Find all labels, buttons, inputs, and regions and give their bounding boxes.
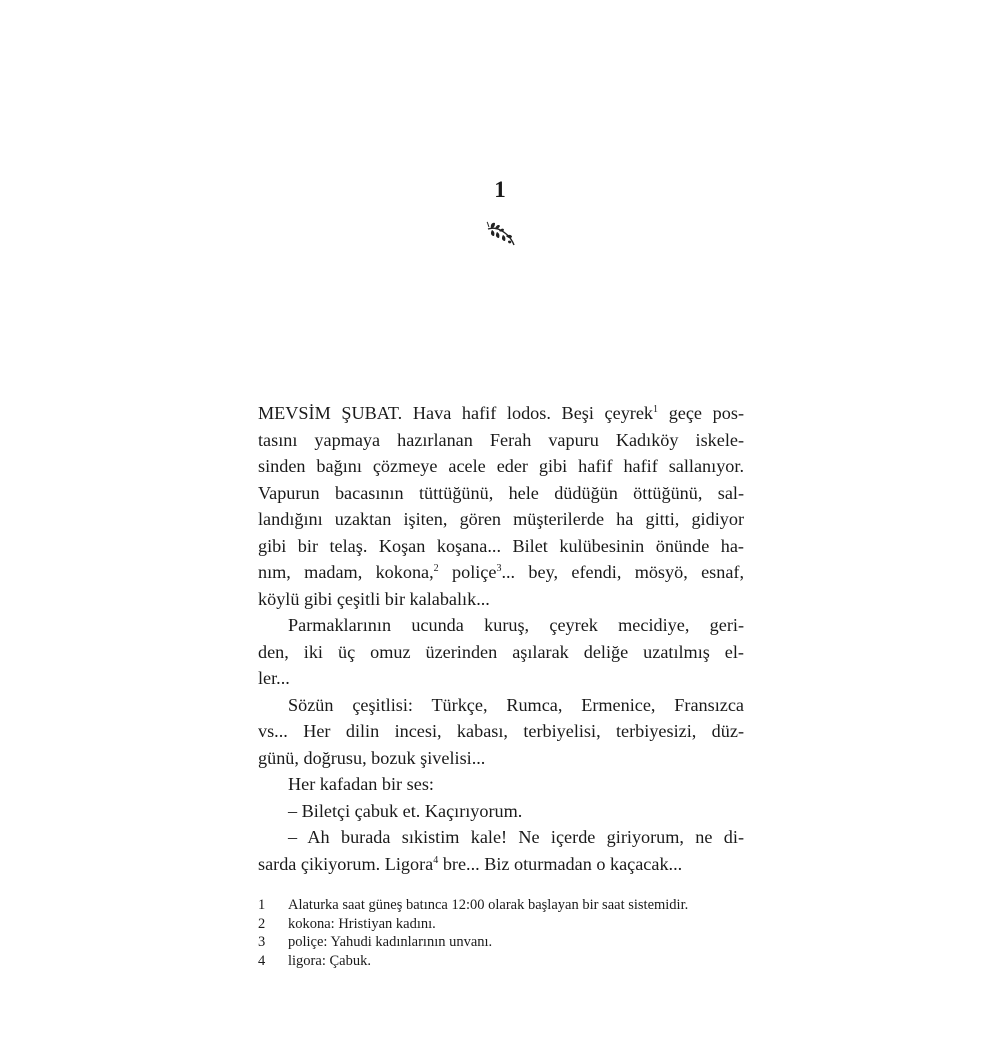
text-line: den, iki üç omuz üzerinden aşılarak deliğe uzatılmış el- <box>258 641 744 662</box>
text-line: sarda çikiyorum. Ligora$^4$ bre... Biz oturmadan o kaçacak... <box>258 853 683 874</box>
text-line: ler... <box>258 668 290 688</box>
paragraph <box>258 771 744 798</box>
footnote-marker: 4 <box>433 854 439 866</box>
footnote-number: 3 <box>258 934 266 950</box>
footnotes <box>258 896 758 970</box>
footnote-marker: 1 <box>653 404 659 415</box>
text-line: Parmaklarının ucunda kuruş, çeyrek mecidiye, geri- <box>288 615 744 635</box>
text-line: tasını yapmaya hazırlanan Ferah vapuru Kadıköy iskele- <box>258 429 744 450</box>
text-line: köylü gibi çeşitli bir kalabalık... <box>258 588 490 609</box>
chapter-number: 1 <box>494 177 506 202</box>
text-line: nım, madam, kokona,$^2$ poliçe$^3$... bey, efendi, mösyö, esnaf, <box>258 562 744 582</box>
text-line: landığını uzaktan işiten, gören müşterilerde ha gitti, gidiyor <box>258 509 744 529</box>
text-line: MEVSİM ŞUBAT. Hava hafif lodos. Beşi çeyrek$^1$ geçe pos- <box>258 403 744 423</box>
text-line: vs... Her dilin incesi, kabası, terbiyelisi, terbiyesizi, düz- <box>258 721 744 741</box>
text-line: Vapurun bacasının tüttüğünü, hele düdüğün öttüğünü, sal- <box>258 482 744 503</box>
paragraph <box>258 400 744 612</box>
text-line: Her kafadan bir ses: <box>288 774 434 794</box>
footnote-text: poliçe: Yahudi kadınlarının unvanı. <box>288 934 493 950</box>
footnote-text: Alaturka saat güneş batınca 12:00 olarak başlayan bir saat sistemidir. <box>288 897 689 913</box>
footnote-marker: 3 <box>496 563 502 574</box>
text-line: – Biletçi çabuk et. Kaçırıyorum. <box>288 800 523 821</box>
body-text <box>258 400 744 877</box>
footnote <box>258 933 758 952</box>
footnote-marker: 2 <box>433 563 439 574</box>
floral-ornament-icon <box>486 220 516 248</box>
paragraph <box>258 612 744 692</box>
paragraph <box>258 798 744 825</box>
paragraph <box>258 692 744 772</box>
text-line: sinden bağını çözmeye acele eder gibi hafif hafif sallanıyor. <box>258 456 744 476</box>
footnote-number: 4 <box>258 952 266 969</box>
footnote <box>258 952 758 971</box>
footnote-number: 1 <box>258 897 266 913</box>
footnote <box>258 896 758 915</box>
text-line: günü, doğrusu, bozuk şivelisi... <box>258 747 486 768</box>
footnote-text: ligora: Çabuk. <box>288 952 371 969</box>
text-line: gibi bir telaş. Koşan koşana... Bilet kulübesinin önünde ha- <box>258 535 744 556</box>
text-line: – Ah burada sıkistim kale! Ne içerde giriyorum, ne di- <box>288 827 744 847</box>
paragraph <box>258 824 744 877</box>
footnote-text: kokona: Hristiyan kadını. <box>288 915 436 932</box>
text-line: Sözün çeşitlisi: Türkçe, Rumca, Ermenice, Fransızca <box>288 694 744 715</box>
footnote-number: 2 <box>258 915 266 932</box>
footnote <box>258 915 758 934</box>
